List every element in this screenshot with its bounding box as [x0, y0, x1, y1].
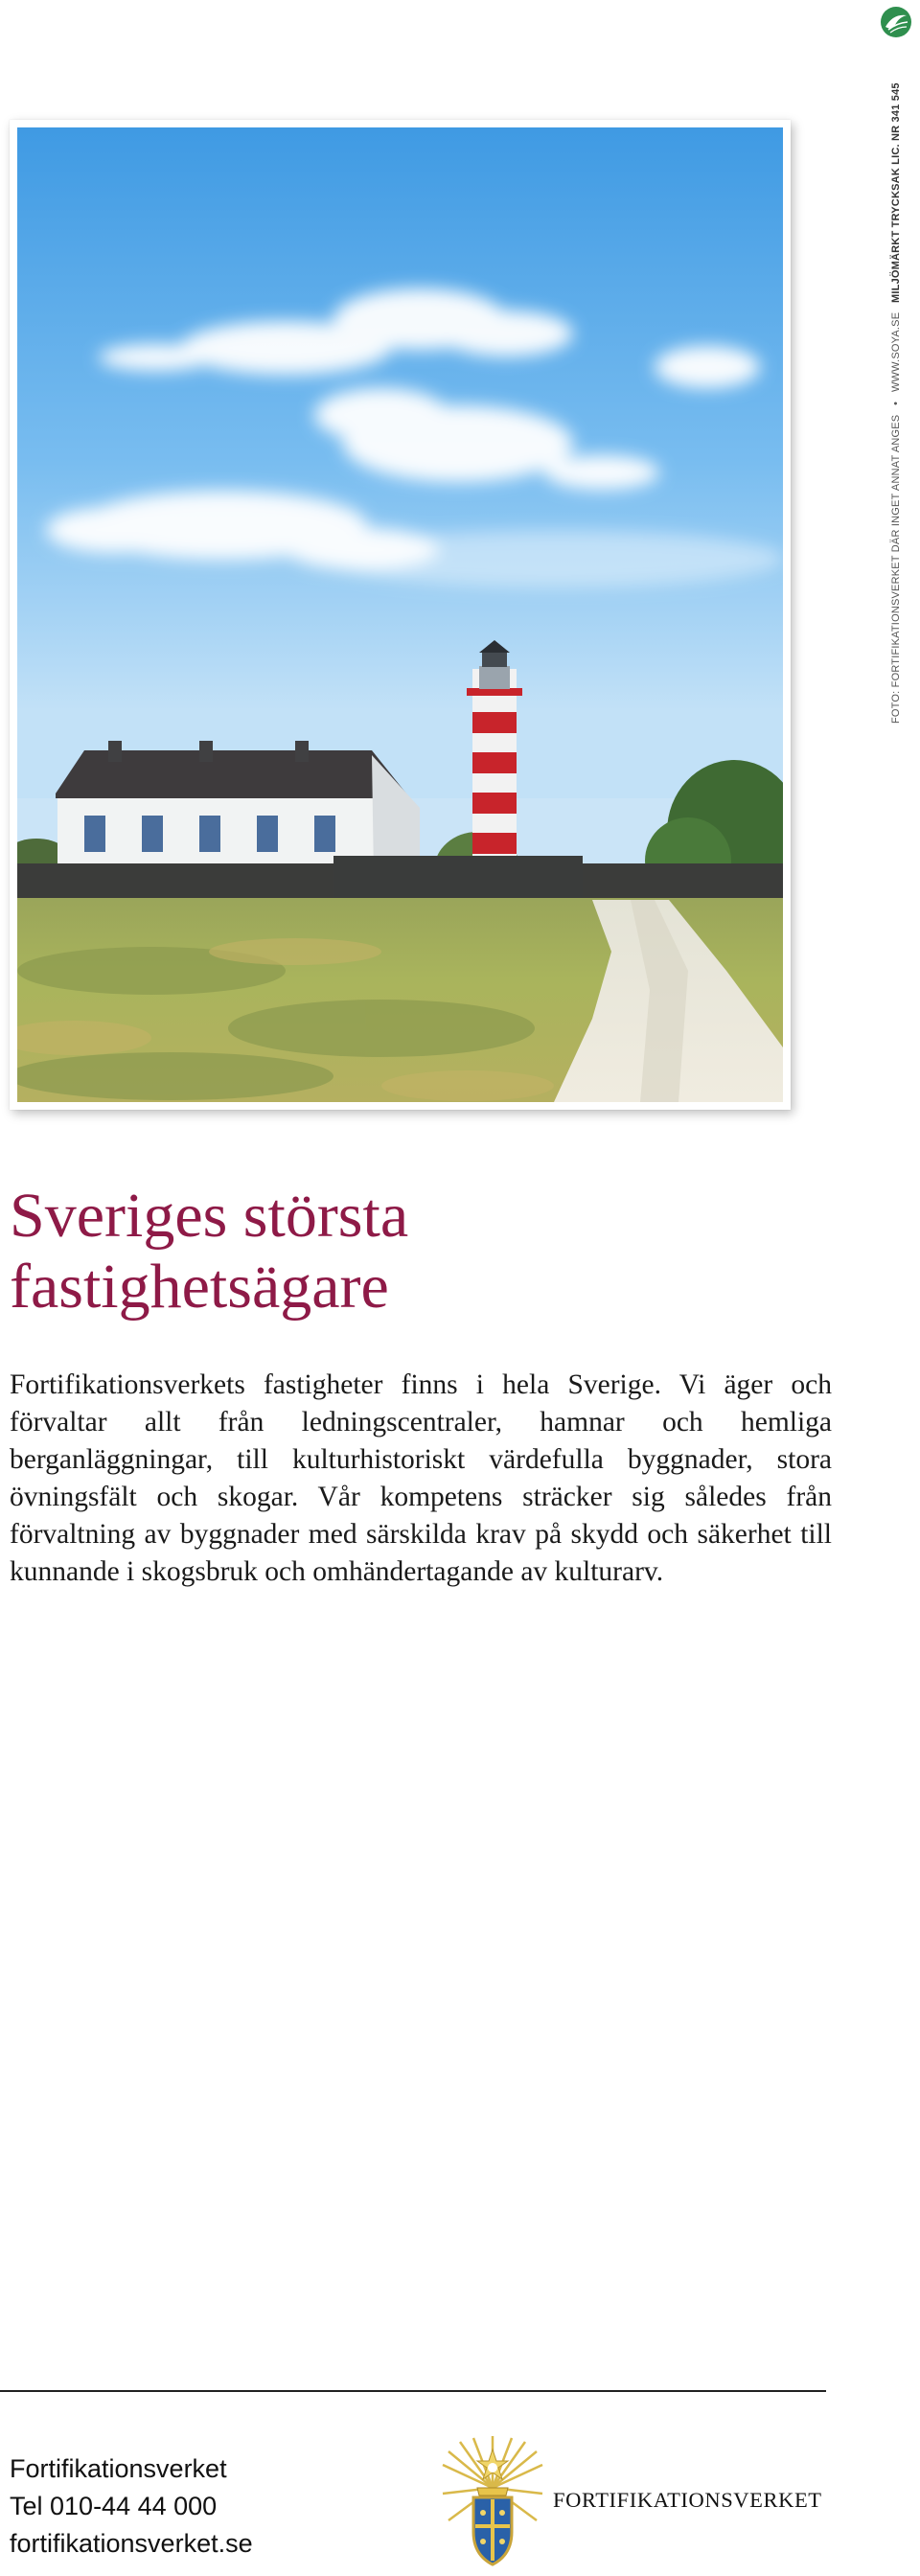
contact-block: [10, 2450, 253, 2563]
vertical-credit-line: [886, 34, 906, 724]
swan-ecolabel-icon: [880, 6, 912, 38]
credit-bullet: •: [890, 401, 902, 405]
photo-frame: [10, 120, 791, 1110]
heading-line-2: fastighetsägare: [10, 1252, 389, 1322]
contact-phone: Tel 010-44 44 000: [10, 2492, 218, 2520]
footer-divider: [0, 2390, 826, 2392]
ecolabel-text: MILJÖMÄRKT TRYCKSAK LIC. NR 341 545: [890, 82, 902, 303]
photo-credit: FOTO: FORTIFIKATIONSVERKET DÄR INGET ANNAT ANGES: [890, 414, 902, 724]
printer-website: WWW.SOYA.SE: [890, 311, 902, 393]
heading-line-1: Sveriges största: [10, 1181, 409, 1251]
contact-website[interactable]: fortifikationsverket.se: [10, 2529, 253, 2558]
footer-logo-text: FORTIFIKATIONSVERKET: [553, 2488, 822, 2512]
lighthouse-photo: [17, 127, 783, 1102]
crest-icon: [439, 2432, 546, 2574]
body-paragraph: Fortifikationsverkets fastigheter finns i hela Sverige. Vi äger och förvaltar allt från ledningscentraler, hamnar och hemliga berganläggningar, till kulturhistoriskt värdefulla byggnader, stora övningsfält och skogar. Vår kompetens sträcker sig således från förvaltning av byggnader med särskilda krav på skydd och säkerhet till kunnande i skogsbruk och omhändertagande av kulturarv.: [10, 1369, 832, 1587]
page-heading: [10, 1181, 795, 1322]
contact-org-name: Fortifikationsverket: [10, 2454, 227, 2483]
